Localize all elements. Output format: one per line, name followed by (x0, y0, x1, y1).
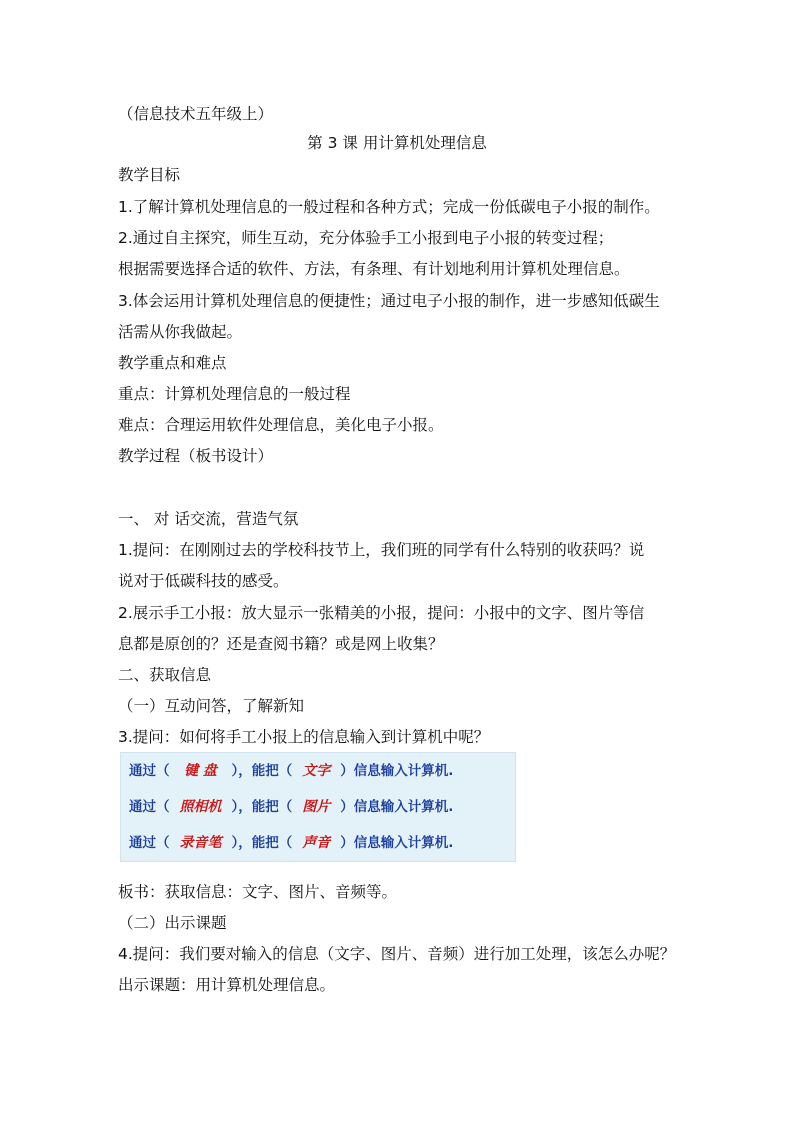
goal-2-line-2: 根据需要选择合适的软件、方法，有条理、有计划地利用计算机处理信息。 (118, 260, 630, 278)
figure-text: ），能把（ (231, 763, 293, 779)
question-1-line-1: 1.提问：在刚刚过去的学校科技节上，我们班的同学有什么特别的收获吗？说 (118, 541, 645, 559)
figure-row-keyboard (129, 759, 453, 783)
difficult-point: 难点：合理运用软件处理信息，美化电子小报。 (118, 416, 444, 434)
figure-text: 通过（ (129, 835, 170, 851)
figure-text: ），能把（ (231, 835, 293, 851)
question-2-line-2: 息都是原创的？还是查阅书籍？或是网上收集？ (118, 635, 444, 653)
figure-kind: 声音 (302, 835, 331, 851)
subsection-2: （二）出示课题 (118, 914, 227, 932)
figure-device: 录音笔 (179, 835, 222, 851)
grade-label: （信息技术五年级上） (118, 105, 274, 123)
goal-1: 1.了解计算机处理信息的一般过程和各种方式；完成一份低碳电子小报的制作。 (118, 198, 660, 216)
figure-row-recorder (129, 831, 453, 855)
lesson-title: 第 3 课 用计算机处理信息 (307, 134, 487, 152)
figure-text: ）信息输入计算机. (340, 799, 454, 815)
part-1-heading: 一、 对 话交流，营造气氛 (118, 510, 299, 528)
question-3: 3.提问：如何将手工小报上的信息输入到计算机中呢？ (118, 728, 490, 746)
question-4: 4.提问：我们要对输入的信息（文字、图片、音频）进行加工处理，该怎么办呢？ (118, 945, 676, 963)
key-point: 重点：计算机处理信息的一般过程 (118, 385, 351, 403)
input-devices-figure (120, 752, 516, 862)
figure-text: ）信息输入计算机. (340, 763, 454, 779)
figure-device: 键 盘 (184, 763, 217, 779)
goal-3-line-2: 活需从你我做起。 (118, 323, 243, 341)
key-heading: 教学重点和难点 (118, 354, 227, 372)
figure-text: 通过（ (129, 799, 170, 815)
topic-line: 出示课题：用计算机处理信息。 (118, 976, 336, 994)
goals-heading: 教学目标 (118, 166, 181, 184)
goal-3-line-1: 3.体会运用计算机处理信息的便捷性；通过电子小报的制作，进一步感知低碳生 (118, 292, 660, 310)
figure-kind: 图片 (302, 799, 331, 815)
goal-2-line-1: 2.通过自主探究，师生互动，充分体验手工小报到电子小报的转变过程； (118, 229, 614, 247)
figure-text: 通过（ (129, 763, 170, 779)
question-2-line-1: 2.展示手工小报：放大显示一张精美的小报，提问：小报中的文字、图片等信 (118, 604, 645, 622)
part-2-heading: 二、获取信息 (118, 666, 212, 684)
subsection-1: （一）互动问答，了解新知 (118, 697, 305, 715)
board-note: 板书：获取信息：文字、图片、音频等。 (118, 883, 398, 901)
figure-kind: 文字 (302, 763, 331, 779)
figure-device: 照相机 (179, 799, 222, 815)
figure-text: ），能把（ (231, 799, 293, 815)
figure-row-camera (129, 795, 453, 819)
process-heading: 教学过程（板书设计） (118, 447, 274, 465)
figure-text: ）信息输入计算机. (340, 835, 454, 851)
question-1-line-2: 说对于低碳科技的感受。 (118, 572, 289, 590)
